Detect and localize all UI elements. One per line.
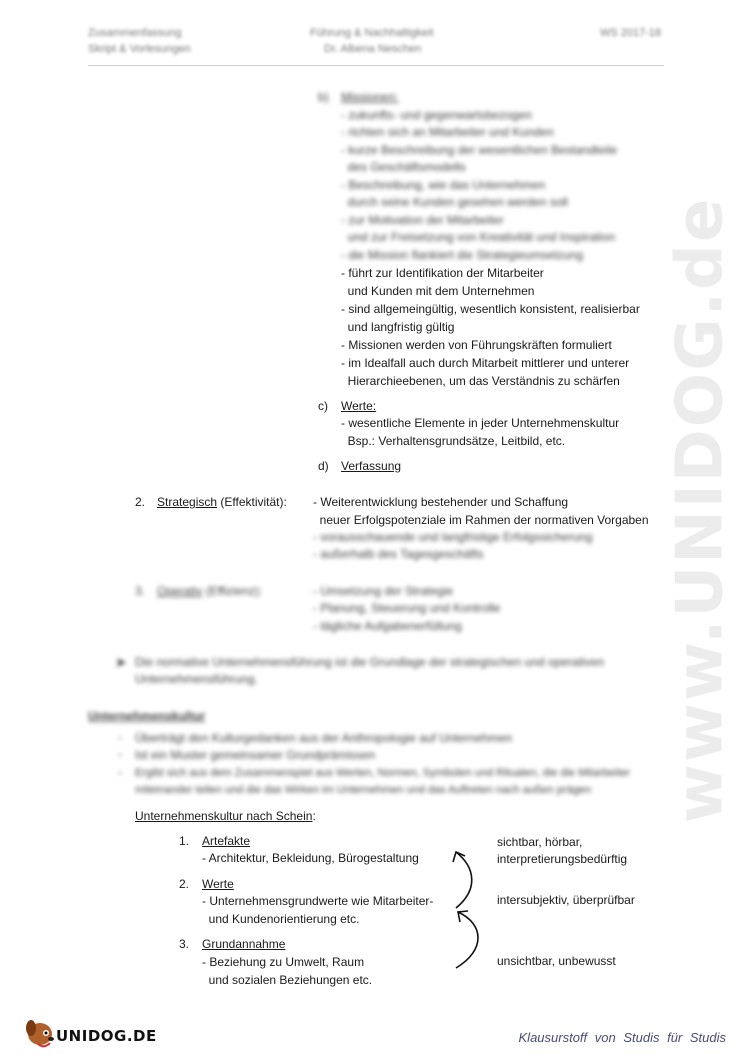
strategisch-heading: [157, 494, 287, 511]
curved-arrow-icon: [440, 840, 500, 975]
unternehmenskultur-bullet: Ergibt sich aus dem Zusammenspiel aus Werten, Normen, Symbolen und Ritualen, die die Mitarbeiter: [135, 767, 631, 779]
watermark: [640, 196, 750, 824]
unidog-logo: [22, 1012, 162, 1052]
operativ-blurred-line: - Planung, Steuerung und Kontrolle: [313, 601, 501, 615]
strategisch-title: Strategisch: [157, 495, 218, 509]
schein-item-line: und sozialen Beziehungen etc.: [202, 973, 373, 987]
header-center-line2: Dr. Albena Neschen: [324, 43, 422, 55]
werte-marker: c): [318, 399, 328, 413]
schein-item-note: unsichtbar, unbewusst: [497, 954, 616, 968]
arrow-note-line: Die normative Unternehmensführung ist die Grundlage der strategischen und operativen: [135, 655, 604, 669]
schein-item-title: Grundannahme: [202, 937, 286, 951]
strategisch-blurred-line: - außerhalb des Tagesgeschäfts: [313, 547, 484, 561]
schein-title: Unternehmenskultur nach Schein: [135, 809, 313, 823]
dog-mascot-icon: [22, 1014, 56, 1050]
missionen-blurred-line: und zur Freisetzung von Kreativität und Inspiration: [341, 230, 616, 244]
arrow-bullet-icon: ➤: [115, 654, 127, 670]
missionen-line: - sind allgemeingültig, wesentlich konsistent, realisierbar: [341, 302, 640, 316]
schein-item-line: - Beziehung zu Umwelt, Raum: [202, 955, 365, 969]
missionen-line: Hierarchieebenen, um das Verständnis zu schärfen: [341, 374, 620, 388]
schein-item-number: 3.: [179, 937, 190, 951]
schein-item-note: sichtbar, hörbar,: [497, 835, 583, 849]
strategisch-line: neuer Erfolgspotenziale im Rahmen der normativen Vorgaben: [313, 513, 649, 527]
footer-tagline: Klausurstoff von Studis für Studis: [518, 1030, 726, 1045]
bullet-dash-icon: -: [118, 730, 122, 744]
missionen-marker: b): [318, 90, 329, 104]
operativ-suffix: (Effizienz):: [202, 584, 263, 598]
missionen-blurred-line: des Geschäftsmodells: [341, 160, 466, 174]
werte-line: Bsp.: Verhaltensgrundsätze, Leitbild, etc.: [341, 434, 566, 448]
watermark-text: www.UNIDOG.de: [663, 196, 737, 824]
unternehmenskultur-bullet: miteinander teilen und die das Wirken im Unternehmen und das Auftreten nach außen prägen: [135, 784, 592, 796]
operativ-title: Operativ: [157, 584, 203, 598]
strategisch-blurred-line: - vorausschauende und langfristige Erfolgssicherung: [313, 530, 593, 544]
schein-item-line: - Architektur, Bekleidung, Bürogestaltung: [202, 851, 419, 865]
strategisch-number: 2.: [135, 495, 146, 509]
missionen-line: und langfristig gültig: [341, 320, 455, 334]
header-left-line1: Zusammenfassung: [88, 27, 182, 39]
missionen-line: - Missionen werden von Führungskräften formuliert: [341, 338, 612, 352]
verfassung-marker: d): [318, 459, 329, 473]
werte-line: - wesentliche Elemente in jeder Unternehmenskultur: [341, 416, 620, 430]
schein-colon: :: [312, 809, 316, 823]
missionen-blurred-line: - kurze Beschreibung der wesentlichen Bestandteile: [341, 143, 618, 157]
schein-item-number: 2.: [179, 877, 190, 891]
missionen-blurred-line: - zur Motivation der Mitarbeiter: [341, 213, 504, 227]
header-divider: [88, 65, 664, 66]
schein-item-line: - Unternehmensgrundwerte wie Mitarbeiter-: [202, 894, 434, 908]
verfassung-title: Verfassung: [341, 459, 402, 473]
arrow-note-line: Unternehmensführung.: [135, 672, 258, 686]
schein-item-line: und Kundenorientierung etc.: [202, 912, 360, 926]
schein-item-title: Artefakte: [202, 834, 251, 848]
schein-heading: [135, 808, 316, 825]
bullet-dash-icon: -: [118, 765, 122, 779]
operativ-heading: [157, 583, 262, 600]
strategisch-line: - Weiterentwicklung bestehender und Schaffung: [313, 495, 569, 509]
missionen-line: - im Idealfall auch durch Mitarbeit mittlerer und unterer: [341, 356, 630, 370]
missionen-blurred-line: - Beschreibung, wie das Unternehmen: [341, 178, 546, 192]
missionen-blurred-line: durch seine Kunden gesehen werden soll: [341, 195, 568, 209]
werte-title: Werte:: [341, 399, 377, 413]
operativ-blurred-line: - tägliche Aufgabenerfüllung: [313, 619, 462, 633]
schein-item-note: interpretierungsbedürftig: [497, 852, 628, 866]
strategisch-suffix: (Effektivität):: [217, 495, 287, 509]
bullet-dash-icon: -: [118, 747, 122, 761]
schein-item-title: Werte: [202, 877, 234, 891]
header-right: WS 2017-18: [600, 27, 662, 39]
unternehmenskultur-bullet: Überträgt den Kulturgedanken aus der Anthropologie auf Unternehmen: [135, 731, 512, 745]
missionen-blurred-line: - die Mission flankiert die Strategieumsetzung: [341, 248, 584, 262]
schein-item-number: 1.: [179, 834, 190, 848]
missionen-blurred-line: - zukunfts- und gegenwartsbezogen: [341, 108, 532, 122]
missionen-line: - führt zur Identifikation der Mitarbeiter: [341, 266, 544, 280]
header-left-line2: Skript & Vorlesungen: [88, 43, 191, 55]
operativ-number: 3.: [135, 584, 146, 598]
unternehmenskultur-bullet: Ist ein Muster gemeinsamer Grundprämissen: [135, 748, 376, 762]
missionen-title: Missionen:: [341, 90, 399, 104]
missionen-line: und Kunden mit dem Unternehmen: [341, 284, 535, 298]
schein-item-note: intersubjektiv, überprüfbar: [497, 893, 635, 907]
operativ-blurred-line: - Umsetzung der Strategie: [313, 584, 454, 598]
logo-text: UNIDOG.DE: [56, 1027, 157, 1045]
unternehmenskultur-title: Unternehmenskultur: [88, 709, 206, 723]
header-center-line1: Führung & Nachhaltigkeit: [310, 27, 434, 39]
missionen-blurred-line: - richten sich an Mitarbeiter und Kunden: [341, 125, 554, 139]
